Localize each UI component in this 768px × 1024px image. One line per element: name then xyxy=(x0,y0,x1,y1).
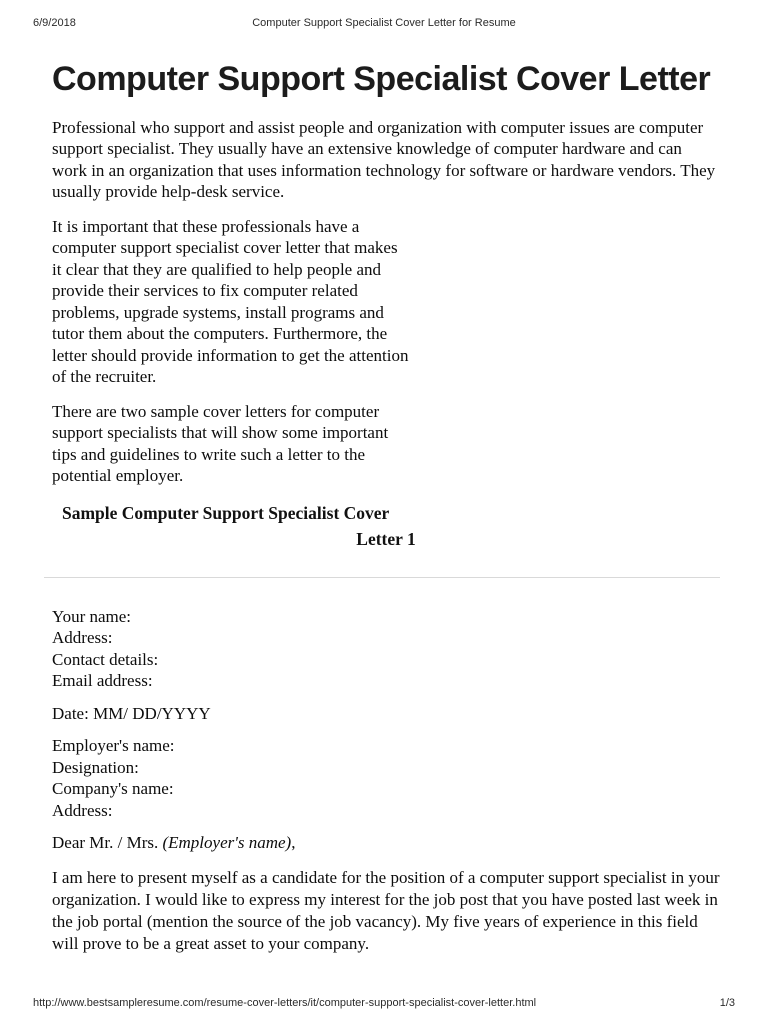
field-address: Address: xyxy=(52,628,113,648)
salutation-suffix: , xyxy=(291,833,296,853)
sample-heading-line2: Letter 1 xyxy=(356,528,416,549)
footer-page-number: 1/3 xyxy=(719,997,735,1009)
salutation-placeholder: (Employer's name) xyxy=(162,833,292,853)
sample-heading-line1: Sample Computer Support Specialist Cover xyxy=(62,502,390,523)
field-your-name: Your name: xyxy=(52,606,132,626)
salutation-line xyxy=(52,832,720,854)
print-title: Computer Support Specialist Cover Letter for Resume xyxy=(252,17,516,29)
print-footer xyxy=(33,997,735,1009)
cover-letter-sample xyxy=(52,606,720,955)
footer-url: http://www.bestsampleresume.com/resume-cover-letters/it/computer-support-specialist-cover-letter.html xyxy=(33,997,537,1009)
intro-paragraph: Professional who support and assist people and organization with computer issues are computer support specialist. They usually have an extensive knowledge of computer hardware and can work in an organization that uses information technology for software or hardware vendors. They usually provide help-desk service. xyxy=(52,117,716,202)
field-recipient-address: Address: xyxy=(52,800,113,820)
field-date: Date: MM/ DD/YYYY xyxy=(52,703,211,723)
print-header xyxy=(33,17,735,31)
importance-paragraph: It is important that these professionals have a computer support specialist cover letter that makes it clear that they are qualified to help people and provide their services to fix computer related problems, upgrade systems, install programs and tutor them about the computers. Furthermore, the letter should provide information to get the attention of the recruiter. xyxy=(52,216,409,387)
sample-letter-heading xyxy=(52,503,720,550)
field-designation: Designation: xyxy=(52,757,139,777)
samples-note-paragraph: There are two sample cover letters for computer support specialists that will show some important tips and guidelines to write such a letter to the potential employer. xyxy=(52,401,389,486)
sender-fields xyxy=(52,606,720,692)
print-date: 6/9/2018 xyxy=(33,17,76,29)
field-employer-name: Employer's name: xyxy=(52,736,175,756)
field-company-name: Company's name: xyxy=(52,779,174,799)
field-email-address: Email address: xyxy=(52,671,153,691)
letter-body-paragraph: I am here to present myself as a candidate for the position of a computer support specialist in your organization. I would like to express my interest for the job post that you have posted last week in the job portal (mention the source of the job vacancy). My five years of experience in this field will prove to be a great asset to your company. xyxy=(52,867,720,953)
recipient-fields xyxy=(52,735,720,821)
section-divider xyxy=(44,577,720,578)
field-contact-details: Contact details: xyxy=(52,649,159,669)
salutation-prefix: Dear Mr. / Mrs. xyxy=(52,833,163,853)
page-title: Computer Support Specialist Cover Letter xyxy=(52,60,711,98)
